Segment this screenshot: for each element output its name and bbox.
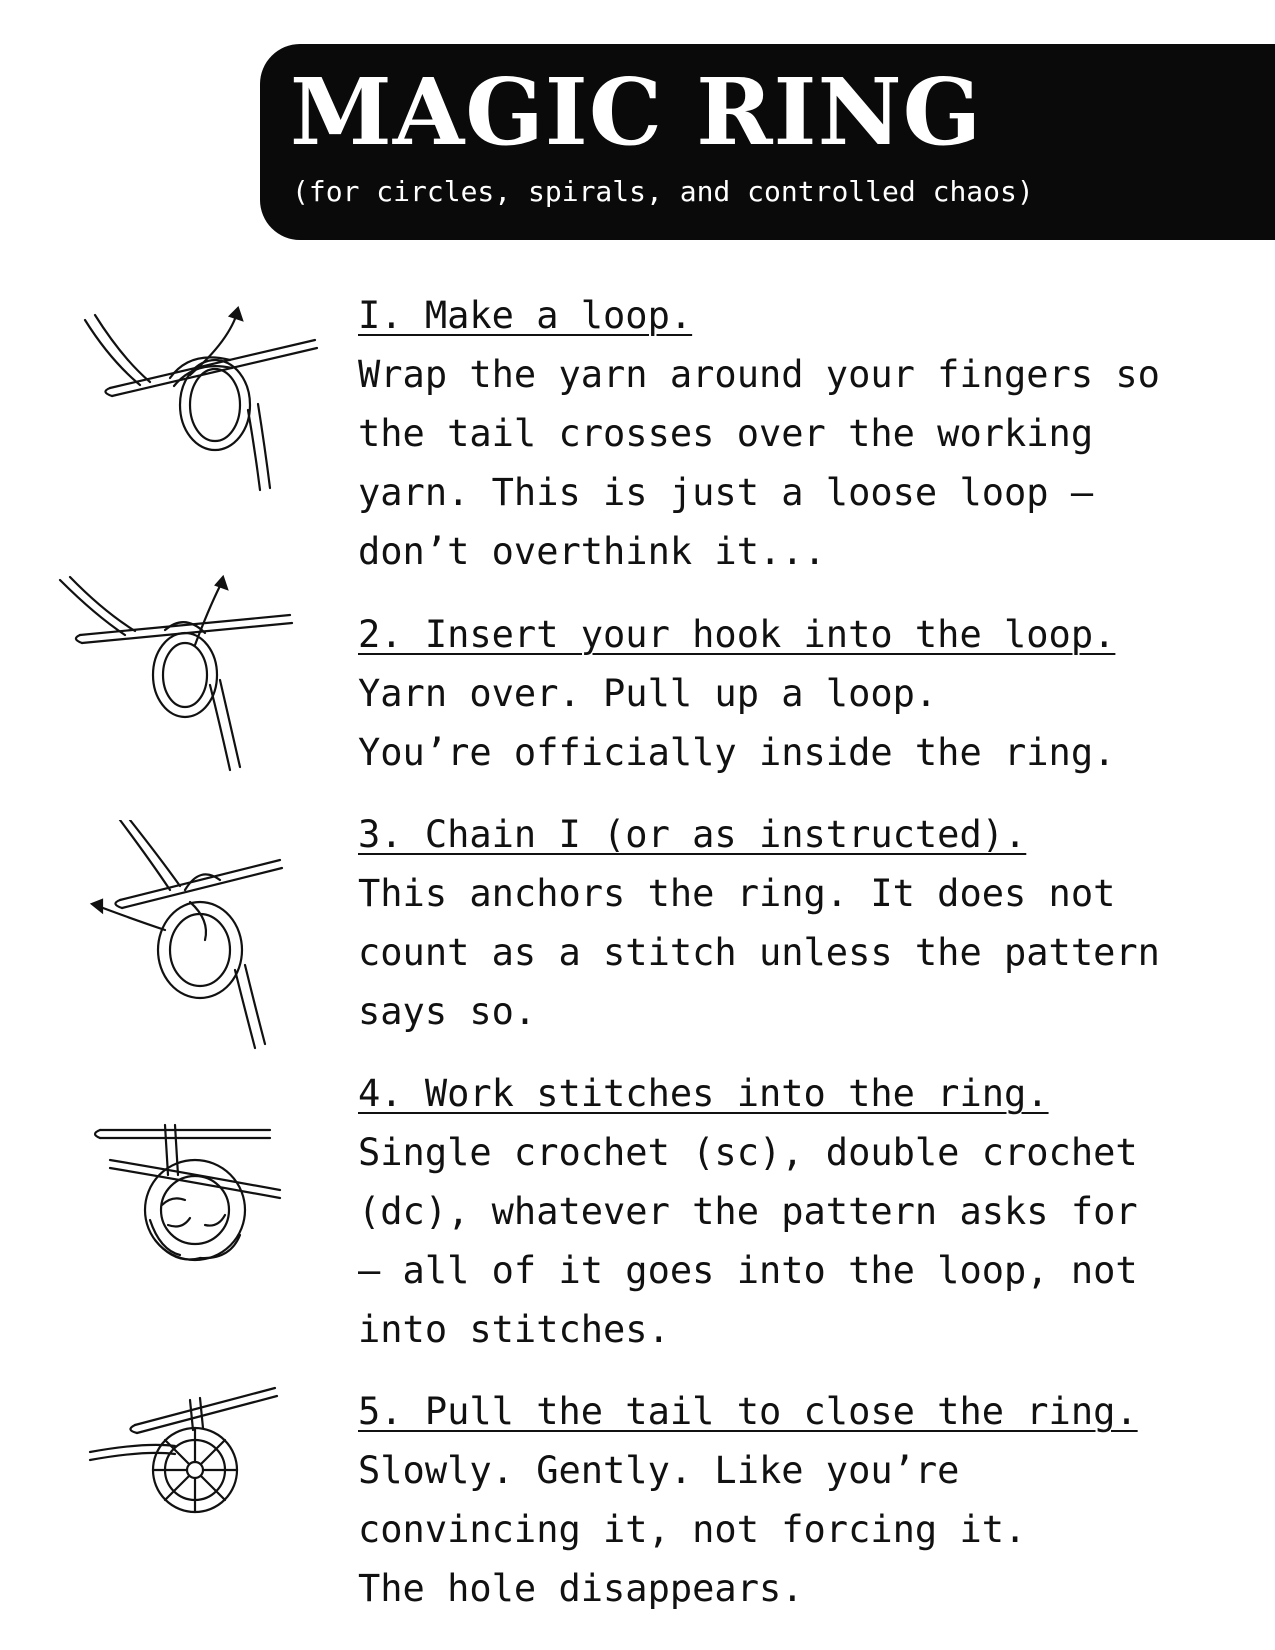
step-3 [358,805,1258,1041]
closed-ring-icon [85,1380,285,1520]
step-5-heading: 5. Pull the tail to close the ring. [358,1390,1138,1433]
step-5-illustration [85,1380,285,1520]
step-1-line-2: the tail crosses over the working [358,412,1094,455]
step-4-line-1: Single crochet (sc), double crochet [358,1131,1138,1174]
step-2-illustration [55,575,315,775]
stitches-in-ring-icon [90,1100,290,1270]
step-5-line-1: Slowly. Gently. Like you’re [358,1449,960,1492]
chain-one-icon [60,820,290,1050]
step-2-body [358,664,1258,782]
step-4-body [358,1123,1258,1359]
step-3-heading: 3. Chain I (or as instructed). [358,813,1027,856]
step-1-body [358,345,1258,581]
step-1-illustration [70,300,320,500]
step-3-body [358,864,1258,1041]
step-5 [358,1382,1258,1618]
step-1-line-1: Wrap the yarn around your fingers so [358,353,1160,396]
step-4 [358,1064,1258,1359]
step-3-line-2: count as a stitch unless the pattern [358,931,1160,974]
yarn-loop-icon [70,300,320,500]
step-4-illustration [90,1100,290,1270]
page-subtitle: (for circles, spirals, and controlled chaos) [292,175,1034,208]
step-5-body [358,1441,1258,1618]
step-2-line-2: You’re officially inside the ring. [358,731,1116,774]
step-4-line-3: – all of it goes into the loop, not [358,1249,1138,1292]
step-2-heading: 2. Insert your hook into the loop. [358,613,1116,656]
step-5-line-2: convincing it, not forcing it. [358,1508,1027,1551]
step-1-heading: I. Make a loop. [358,294,693,337]
step-4-line-4: into stitches. [358,1308,670,1351]
title-banner [260,44,1275,240]
step-4-heading: 4. Work stitches into the ring. [358,1072,1049,1115]
page-title: MAGIC RING [290,58,983,166]
step-1-line-3: yarn. This is just a loose loop – [358,471,1094,514]
step-5-line-3: The hole disappears. [358,1567,804,1610]
step-2-line-1: Yarn over. Pull up a loop. [358,672,938,715]
step-1-line-4: don’t overthink it... [358,530,826,573]
hook-in-loop-icon [55,575,315,775]
step-1 [358,286,1258,581]
step-3-illustration [60,820,290,1050]
step-4-line-2: (dc), whatever the pattern asks for [358,1190,1138,1233]
step-3-line-1: This anchors the ring. It does not [358,872,1116,915]
step-3-line-3: says so. [358,990,537,1033]
step-2 [358,605,1258,782]
